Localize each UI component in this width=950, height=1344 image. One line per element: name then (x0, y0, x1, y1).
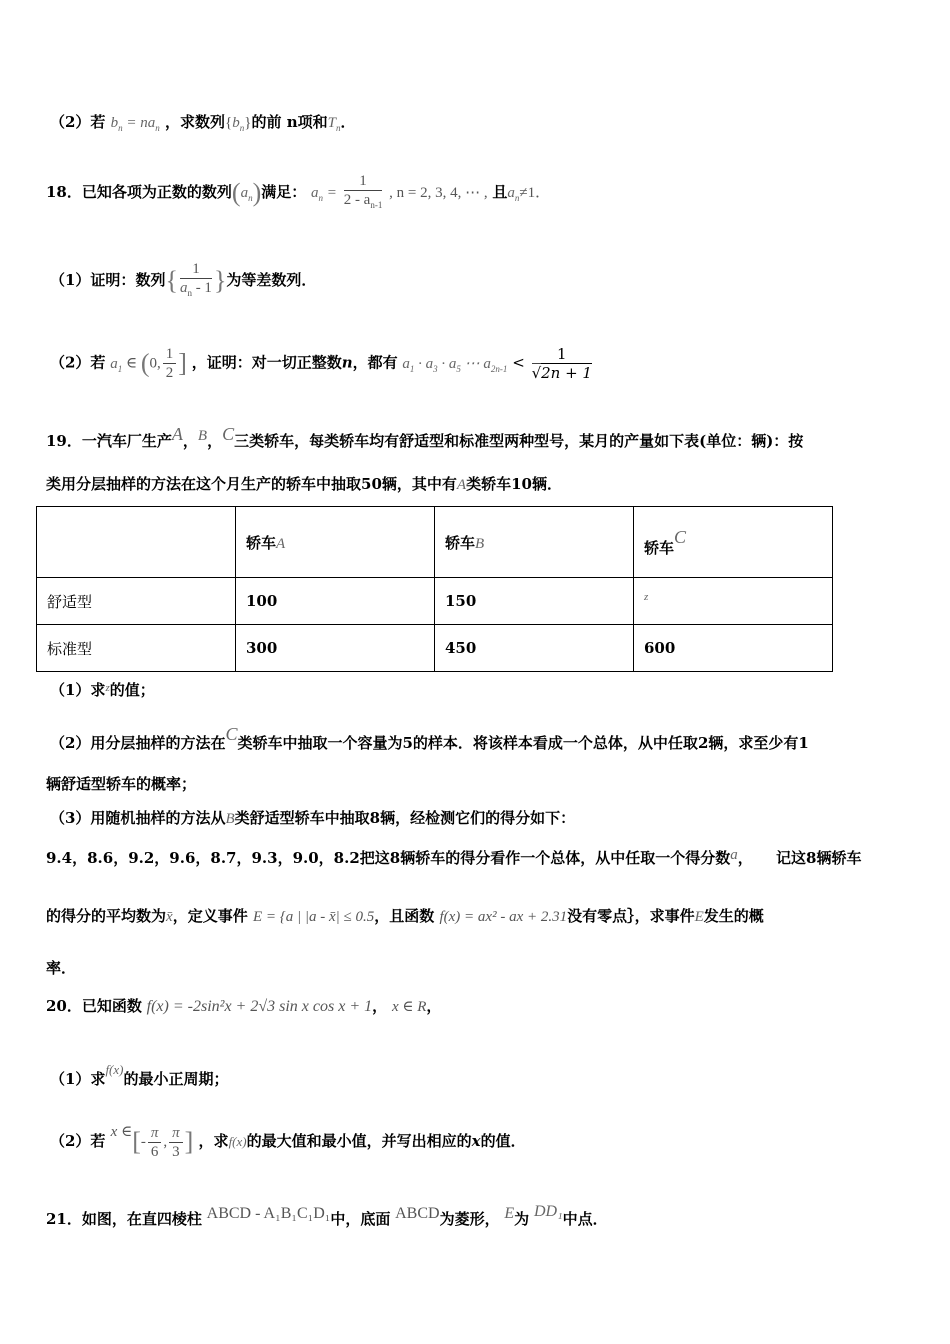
table-row: 标准型 300 450 600 (37, 625, 833, 672)
q19-part2-cont: 辆舒适型轿车的概率； (46, 775, 197, 793)
table-row: 舒适型 100 150 $^z$ (37, 578, 833, 625)
q20-part2: （2）若 x ∈[- $\frac{\pi}{6}$ , $\frac{\pi}{3}$ ] ，求f(x)的最大值和最小值，并写出相应的x的值． (50, 1124, 526, 1160)
q19-event: 的得分的平均数为x̄，定义事件 E = {a | |a - x̄| ≤ 0.5，且函数 f(x) = ax² - ax + 2.31没有零点｝，求事件E发生的概 (46, 907, 764, 925)
q19-part2: （2）用分层抽样的方法在C类轿车中抽取一个容量为5的样本．将该样本看成一个总体，从中任取2辆，求至少有1 (50, 724, 809, 752)
q19-scores: 9.4，8.6，9.2，9.6，8.7，9.3，9.0，8.2把这8辆轿车的得分看作一个总体，从中任取一个得分数a， 记这8辆轿车 (46, 847, 862, 867)
q20-part1: （1）求f(x)的最小正周期； (50, 1062, 229, 1088)
table-header-a: 轿车A (236, 507, 435, 578)
q19-part1: （1）求$^z$的值； (50, 681, 155, 699)
q19-end: 率． (46, 959, 77, 977)
production-table (36, 506, 833, 672)
table-header-b: 轿车B (435, 507, 634, 578)
q17-part2: （2）若 $b_n = na_n$ ，求数列$\{b_n\}$的前 n项和$T_n$． (50, 113, 356, 133)
q19-line2: 类用分层抽样的方法在这个月生产的轿车中抽取50辆，其中有A类轿车10辆． (46, 475, 562, 493)
q20-stem: 20．已知函数 f(x) = -2sin²x + 2√3 sin x cos x + 1， x ∈ R， (46, 997, 442, 1015)
q18-stem: 18．已知各项为正数的数列$(a_n)$满足： $a_n$ = $\frac{1}{2 - a_{n-1}}$ , n = 2, 3, 4, ⋯ , 且$a_n\ne 1$． (46, 173, 551, 210)
q21-stem: 21．如图，在直四棱柱 ABCD - A₁B₁C₁D₁中，底面 ABCD为菱形， E为 DD₁中点． (46, 1203, 608, 1228)
table-header-c: 轿车C (634, 507, 833, 578)
table-header-empty (37, 507, 236, 578)
q18-part1: （1）证明：数列{ $\frac{1}{a_n - 1}$ }为等差数列． (50, 261, 317, 298)
q19-part3: （3）用随机抽样的方法从B类舒适型轿车中抽取8辆，经检测它们的得分如下： (50, 809, 576, 827)
q19-line1: 19．一汽车厂生产A，B，C三类轿车，每类轿车均有舒适型和标准型两种型号，某月的产量如下表(单位：辆)：按 (46, 424, 804, 450)
q18-part2: （2）若 $a_1$ ∈ (0, $\frac{1}{2}$ ] ，证明：对一切正整数n，都有 $a_1 \cdot a_3 \cdot a_5$ ⋯ $a_{2n-1}$ < $\frac{1}{√2n + 1}$ (50, 345, 592, 382)
